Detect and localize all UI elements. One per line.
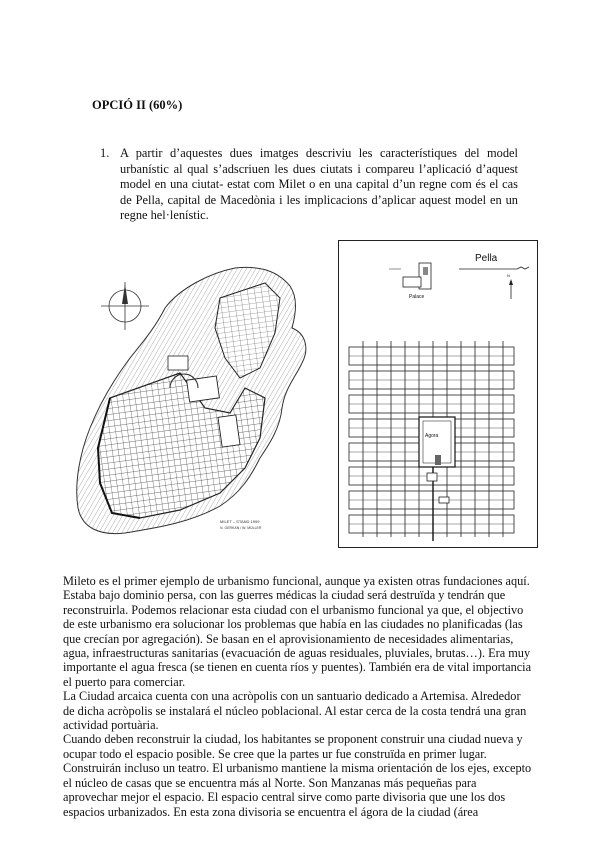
answer-text (63, 574, 533, 819)
paragraph: Cuando deben reconstruir la ciudad, los habitantes se proponent construir una ciudad nueva y ocupar todo el espacio posible. Se cree que la partes ur fue construïda en primer lugar. Construirán incluso un teatro. El urbanismo mantiene la misma orientación de los ejes, excepto el núcleo de casas que se encuentra más al Norte. Son Manzanas más pequeñas para aprovechar mejor el espacio. El espacio central sirve como parte divisoria que une los dos espacios urbanizados. En esta zona divisoria se encuentra el ágora de la ciudad (área (63, 732, 532, 819)
miletus-caption-1: MILET – STAND 1999 (220, 519, 260, 524)
palace-block (389, 263, 431, 289)
miletus-caption-2: N. GERKAN / W. MÜLLER (220, 526, 262, 530)
paragraph: La Ciudad arcaica cuenta con una acròpolis con un santuario dedicado a Artemisa. Alrededor de dicha acròpolis se instalará el núcleo poblacional. Al estar cerca de la costa tendrá una gran actividad portuària. (63, 689, 527, 733)
compass-rose-icon (101, 282, 149, 330)
miletus-plan-figure (70, 238, 320, 558)
option-heading: OPCIÓ II (60%) (92, 98, 183, 112)
paragraph: Mileto es el primer ejemplo de urbanismo funcional, aunque ya existen otras fundaciones aquí. Estaba bajo dominio persa, con las guerres médicas la ciudad será destruïda y tendrán que reconstruirla. Podemos relacionar esta ciudad con el urbanismo funcional ya que, el objectivo de este urbanismo era solucionar los problemas que había en las ciudades no planificadas (las que crecían por agregación). Se basan en el aprovisionamiento de necesidades alimentarias, agua, infraestructuras sanitarias (evacuación de aguas residuales, pluviales, brutas…). Era muy importante el agua fresca (se tienen en cuenta ríos y puentes). También era de vital importancia el puerto para comerciar. (63, 574, 532, 689)
pella-plan-drawing (339, 241, 537, 547)
miletus-plan-drawing (70, 238, 320, 558)
agora-block (419, 417, 455, 467)
north-arrow-icon (509, 279, 513, 299)
palace-label: Palace (409, 294, 425, 300)
agora-label: Agora (425, 433, 439, 439)
question-text: A partir d’aquestes dues imatges descriviu les característiques del model urbanístic al qual s’adscriuen les dues ciutats i compareu l’aplicació d’aquest model en una ciutat- estat com Milet o en una capital d’un regne com és el cas de Pella, capital de Macedònia i les implicacions d’aplicar aquest model en un regne hel·lenístic. (120, 146, 518, 223)
pella-plan-figure (338, 240, 538, 548)
question-number: 1. (100, 146, 110, 160)
pella-title: Pella (475, 253, 498, 264)
north-label: N (507, 273, 510, 278)
